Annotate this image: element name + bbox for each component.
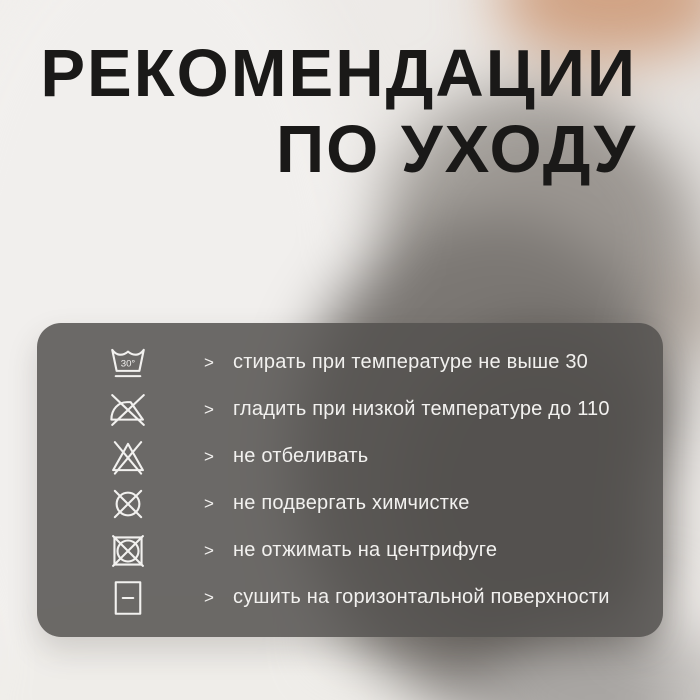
- care-item-text: гладить при низкой температуре до 110: [233, 398, 610, 420]
- care-instructions-card: [37, 323, 663, 637]
- do-not-iron-icon: [102, 388, 154, 432]
- page-title: [40, 36, 637, 188]
- care-item-iron: [37, 386, 663, 433]
- chevron-bullet: >: [204, 587, 214, 607]
- care-item-text: стирать при температуре не выше 30: [233, 351, 588, 373]
- care-item-wash: [37, 339, 663, 386]
- care-item-bleach: [37, 433, 663, 480]
- care-item-text: не подвергать химчистке: [233, 492, 470, 514]
- chevron-bullet: >: [204, 540, 214, 560]
- care-item-spin: [37, 527, 663, 574]
- chevron-bullet: >: [204, 352, 214, 372]
- do-not-spin-icon: [102, 529, 154, 573]
- wash-30-icon: [102, 340, 154, 386]
- care-item-text: сушить на горизонтальной поверхности: [233, 586, 610, 608]
- page-title-line1: РЕКОМЕНДАЦИИ: [40, 36, 637, 111]
- care-item-text: не отжимать на центрифуге: [233, 539, 498, 561]
- do-not-dryclean-icon: [102, 482, 154, 526]
- care-item-dry-flat: [37, 574, 663, 621]
- svg-text:30°: 30°: [120, 358, 136, 369]
- page-title-line2: ПО УХОДУ: [276, 112, 637, 187]
- do-not-bleach-icon: [102, 435, 154, 479]
- chevron-bullet: >: [204, 493, 214, 513]
- chevron-bullet: >: [204, 399, 214, 419]
- care-item-dryclean: [37, 480, 663, 527]
- chevron-bullet: >: [204, 446, 214, 466]
- care-item-text: не отбеливать: [233, 445, 369, 467]
- dry-flat-icon: [102, 575, 154, 621]
